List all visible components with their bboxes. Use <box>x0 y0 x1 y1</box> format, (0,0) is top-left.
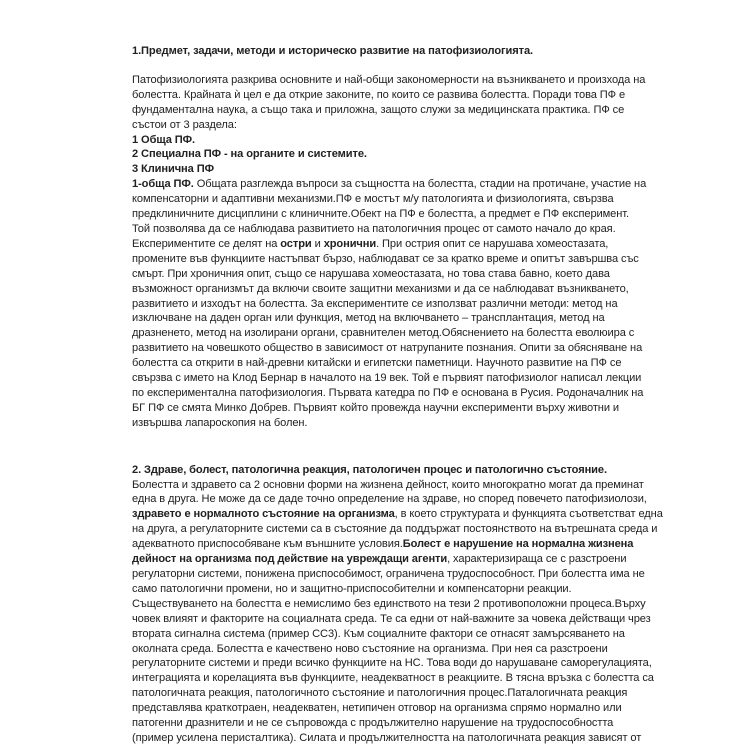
section-1-line: болестта. Крайната ѝ цел е да открие законите, по които се развива болестта. Поради това ПФ е <box>132 88 626 101</box>
bold-phrase: здравето е нормалното състояние на организма <box>132 508 395 521</box>
section-2-line: Съществуването на болестта е немислимо без единството на тези 2 противоположни процеса.Върху <box>132 597 646 610</box>
section-1-line: Той позволява да се наблюдава развитието на патологичния процес от самото начало до края. <box>132 222 616 235</box>
section-1-line: болестта са открити в най-древни китайски и египетски паметници. Научното развитие на ПФ се <box>132 357 622 370</box>
section-gap <box>132 431 694 447</box>
section-1-line: 1-обща ПФ. Общата разглежда въпроси за същността на болестта, стадии на протичане, участие на <box>132 178 647 191</box>
section-2-line: на друга, а регулаторните системи са в състояние да поддържат постоянството на вътрешната среда и <box>132 523 658 536</box>
section-1-line: смърт. При хроничния опит, също се нарушава хомеостазата, но това става бавно, което дава <box>132 267 610 280</box>
section-1-line: състои от 3 раздела: <box>132 118 237 131</box>
section-gap <box>132 447 694 463</box>
section-1-line: свързва с името на Клод Бернар в началото на 19 век. Той е първият патофизиолог написал лекции <box>132 372 642 385</box>
bold-phrase: хронични <box>323 237 377 250</box>
section-2-line: здравето е нормалното състояние на организма, в което структурата и функцията съответстват една <box>132 508 663 521</box>
section-2-heading: 2. Здраве, болест, патологична реакция, патологичен процес и патологично състояние. <box>132 463 607 476</box>
section-1-line: компенсаторни и адаптивни механизми.ПФ е мостът м/у патологията и физиологията, свързва <box>132 193 614 206</box>
section-2-line: само патологични промени, но и защитно-приспособителни и компенсаторни реакции. <box>132 582 572 595</box>
section-2-line: една в друга. Не може да се даде точно определение на здраве, но според повечето патофизиолози, <box>132 493 647 506</box>
section-2-line: регулаторните системи и преди всичко функциите на НС. Това води до нарушаване саморегулацията, <box>132 657 652 670</box>
section-2-line: втората сигнална система (пример СС3). Към социалните фактори се отнасят замърсяването на <box>132 627 625 640</box>
section-2-line: патологичната реакция, патологичното състояние и патологичния процес.Паталогичната реакция <box>132 687 628 700</box>
section-2-line: дейност на организма под действие на увреждащи агенти, характеризираща се с разстроени <box>132 553 627 566</box>
bold-phrase: остри <box>280 237 312 250</box>
section-1-line: Патофизиологията разкрива основните и най-общи закономерности на възникването и произхода на <box>132 73 646 86</box>
section-1-line: извършва лапароскопия на болен. <box>132 416 308 429</box>
section-1-line: по експериментална патофизиология. Първата катедра по ПФ е основана в Русия. Родоначалник на <box>132 386 644 399</box>
section-1-line: БГ ПФ се смята Минко Добрев. Първият който провежда научни експерименти върху животни и <box>132 401 620 414</box>
section-1-heading: 1.Предмет, задачи, методи и историческо развитие на патофизиологията. <box>132 45 534 57</box>
section-2-line: представлява краткотраен, неадекватен, нетипичен отговор на организма спрямо нормално или <box>132 702 622 715</box>
section-2-line: регулаторни системи, понижена приспособимост, ограничена трудоспособност. При болестта има не <box>132 568 645 580</box>
section-2-line: интеграцията и корелацията във функциите, неадекватност в реакциите. В тясна връзка с болестта са <box>132 672 654 685</box>
section-1-line: възможност организмът да включи своите защитни механизми и да се наблюдават възникването, <box>132 282 629 295</box>
bold-phrase: Болест е нарушение на нормална жизнена <box>402 538 634 551</box>
section-1-line: предклиничните дисциплини с клиничните.Обект на ПФ е болестта, а предмет е ПФ експеримент. <box>132 208 630 221</box>
bold-phrase: дейност на организма под действие на увреждащи агенти <box>132 553 448 566</box>
section-2-line: Болестта и здравето са 2 основни форми на жизнена дейност, които многократно могат да преминат <box>132 478 644 491</box>
bold-phrase: 1-обща ПФ. <box>132 178 194 191</box>
section-2-line: околната среда. Болестта е качествено ново състояние на организма. При нея са разстроени <box>132 642 608 655</box>
section-1-line: 1 Обща ПФ. <box>132 133 196 146</box>
section-1-line: промените във функциите настъпват бързо, наблюдават се за кратко време и опитът завършва със <box>132 252 639 265</box>
section-1-line: 2 Специална ПФ - на органите и системите. <box>132 148 367 161</box>
section-1-line: дразненето, метод на изолирани органи, сравнителен метод.Обяснението на болестта еволюира с <box>132 327 635 340</box>
section-2-line: (пример усилена перисталтика). Силата и продължителността на патологичната реакция зависят от <box>132 731 642 744</box>
section-1-line: развитието на човешкото общество в зависимост от натрупаните познания. Опити за обясняване на <box>132 342 643 355</box>
section-1-line: изключване на даден орган или функция, метод на включването – трансплантация, метод на <box>132 312 605 325</box>
section-1-line: Експериментите се делят на остри и хронични. При острия опит се нарушава хомеостазата, <box>132 237 609 250</box>
section-2-line: адекватното приспособяване към външните условия.Болест е нарушение на нормална жизнена <box>132 538 634 551</box>
section-2-line: човек влияят и факторите на социалната среда. Те са едни от най-важните за човека действащи чрез <box>132 612 651 625</box>
section-2-line: патогенни дразнители и не се съпровожда с продължително нарушение на трудоспособността <box>132 717 614 730</box>
section-1-line: фундаментална наука, а също така и приложна, защото служи за медицинската практика. ПФ се <box>132 103 625 116</box>
section-1-line: развитието и изходът на болестта. За експериментите се използват различни методи: метод на <box>132 297 618 310</box>
section-1-line: 3 Клинична ПФ <box>132 163 214 176</box>
